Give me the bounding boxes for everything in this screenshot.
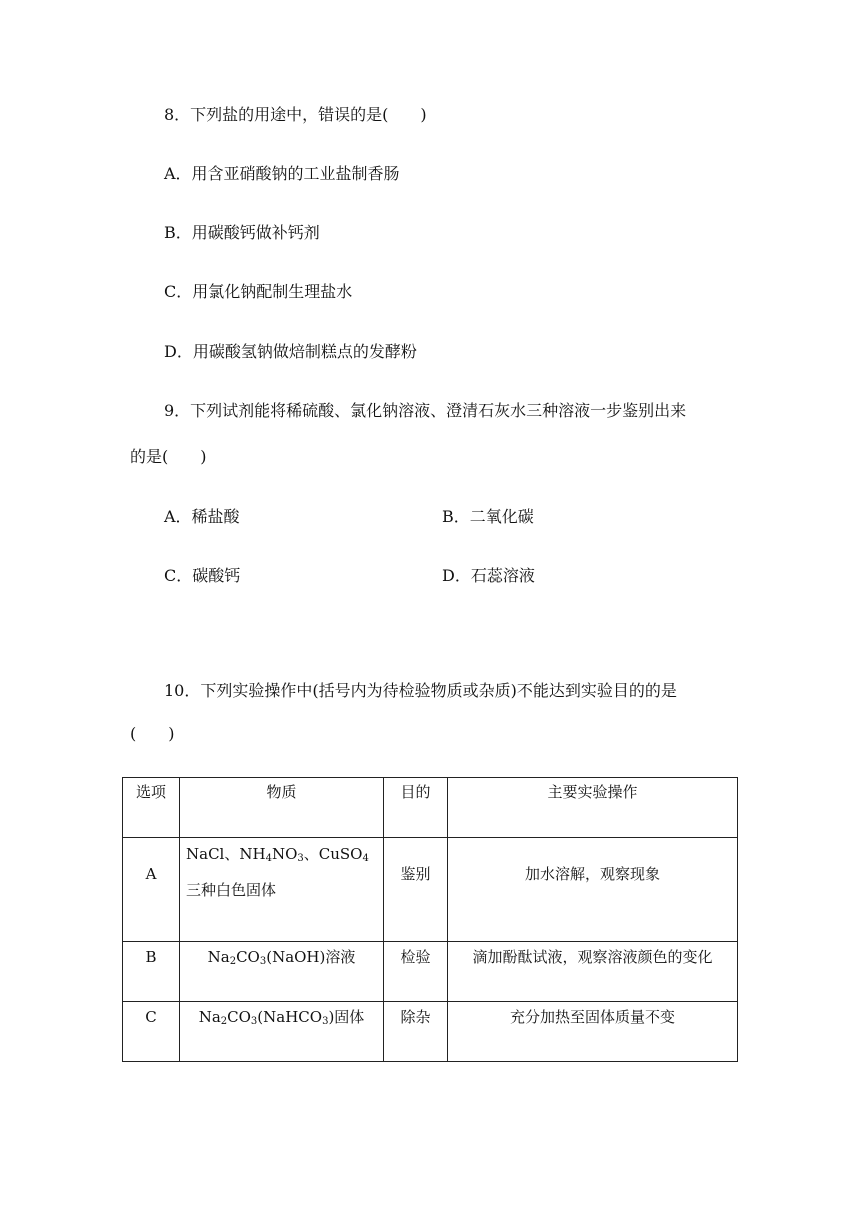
question-8-option-b: B．用碳酸钙做补钙剂 (164, 223, 320, 242)
row-b-option: B (123, 942, 180, 1002)
question-9-option-b: B．二氧化碳 (442, 507, 534, 526)
header-purpose: 目的 (384, 778, 448, 838)
row-b-operation: 滴加酚酞试液，观察溶液颜色的变化 (448, 942, 738, 1002)
row-c-option: C (123, 1002, 180, 1062)
row-b-substance: $Na_2CO_3(NaOH)$溶液 (180, 942, 384, 1002)
row-c-substance: $Na_2CO_3(NaHCO_3)$固体 (180, 1002, 384, 1062)
question-10-stem-line2: ( ) (130, 724, 175, 743)
table-row (123, 1002, 738, 1062)
question-9-option-a: A．稀盐酸 (164, 507, 240, 526)
row-a-substance (180, 838, 384, 942)
question-9-option-c: C．碳酸钙 (164, 566, 241, 585)
experiment-table (122, 777, 738, 1062)
row-a-option: A (123, 838, 180, 942)
question-9-stem-line2: 的是( ) (130, 447, 207, 466)
question-10-stem-line1: 10．下列实验操作中(括号内为待检验物质或杂质)不能达到实验目的的是 (164, 681, 677, 700)
table-row (123, 942, 738, 1002)
row-a-purpose: 鉴别 (384, 838, 448, 942)
row-a-operation: 加水溶解，观察现象 (448, 838, 738, 942)
row-b-purpose: 检验 (384, 942, 448, 1002)
question-8-option-a: A．用含亚硝酸钠的工业盐制香肠 (164, 164, 400, 183)
header-operation: 主要实验操作 (448, 778, 738, 838)
row-a-substance-line1: NaCl、$NH_4NO_3$、CuSO$_4$ (186, 845, 369, 864)
question-8-stem: 8．下列盐的用途中，错误的是( ) (164, 105, 427, 124)
row-c-operation: 充分加热至固体质量不变 (448, 1002, 738, 1062)
question-8-option-d: D．用碳酸氢钠做焙制糕点的发酵粉 (164, 342, 417, 361)
table-header-row (123, 778, 738, 838)
row-a-substance-line2: 三种白色固体 (186, 881, 277, 899)
table-row (123, 838, 738, 942)
question-9-option-d: D．石蕊溶液 (442, 566, 535, 585)
header-option: 选项 (123, 778, 180, 838)
row-c-purpose: 除杂 (384, 1002, 448, 1062)
question-9-stem-line1: 9．下列试剂能将稀硫酸、氯化钠溶液、澄清石灰水三种溶液一步鉴别出来 (164, 401, 687, 420)
header-substance: 物质 (180, 778, 384, 838)
question-8-option-c: C．用氯化钠配制生理盐水 (164, 282, 353, 301)
